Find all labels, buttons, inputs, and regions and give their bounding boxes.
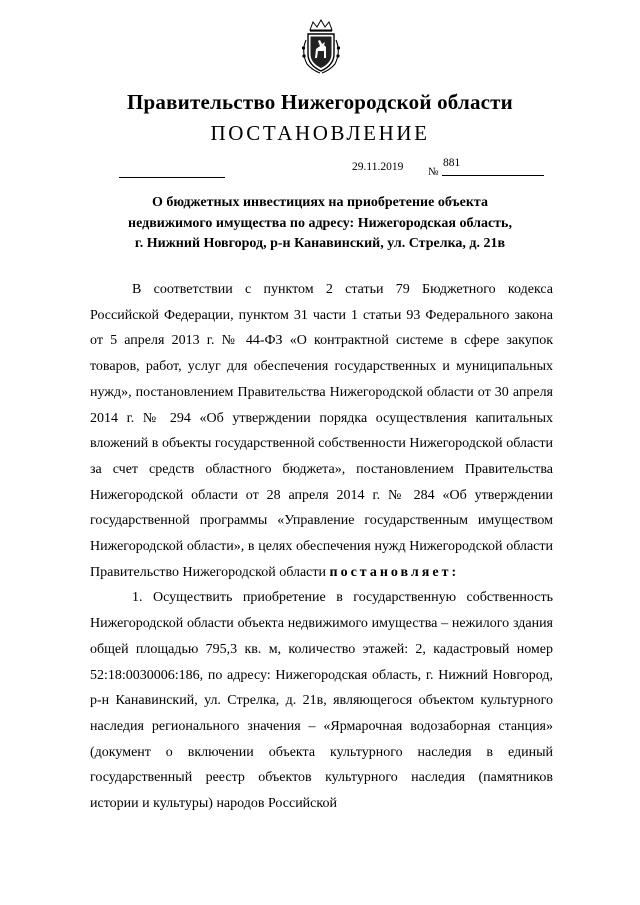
document-body <box>90 277 553 817</box>
subject-line: недвижимого имущества по адресу: Нижегородская область, <box>128 215 512 231</box>
coat-of-arms-icon <box>298 18 344 74</box>
resolves-keyword: постановляет: <box>329 564 460 580</box>
number-sign: № <box>428 166 439 178</box>
document-subject <box>90 193 550 255</box>
preamble-paragraph <box>90 277 553 585</box>
document-type: ПОСТАНОВЛЕНИЕ <box>210 121 430 145</box>
subject-line: г. Нижний Новгород, р-н Канавинский, ул. Стрелка, д. 21в <box>134 236 506 251</box>
document-number: 881 <box>443 157 461 169</box>
signature-line <box>119 177 225 178</box>
number-underline <box>442 175 544 176</box>
subject-line: О бюджетных инвестициях на приобретение объекта <box>152 195 488 210</box>
government-title: Правительство Нижегородской области <box>127 90 513 114</box>
document-date: 29.11.2019 <box>352 161 404 173</box>
clause-1-paragraph: 1. Осуществить приобретение в государственную собственность Нижегородской области объекта недвижимого имущества – нежилого здания общей площадью 795,3 кв. м, количество этажей: 2, кадастровый номер 52:18:0030006:186, по адресу: Нижегородская область, г. Нижний Новгород, р-н Канавинский, ул. Стрелка, д. 21в, являющегося объектом культурного наследия регионального значения – «Ярмарочная водозаборная станция» (документ о включении объекта культурного наследия в единый государственный реестр объектов культурного наследия (памятников истории и культуры) народов Российской <box>90 590 553 812</box>
preamble-text: В соответствии с пунктом 2 статьи 79 Бюджетного кодекса Российской Федерации, пунктом 31 части 1 статьи 93 Федерального закона от 5 апреля 2013 г. № 44-ФЗ «О контрактной системе в сфере закупок товаров, работ, услуг для обеспечения государственных и муниципальных нужд», постановлением Правительства Нижегородской области от 30 апреля 2014 г. № 294 «Об утверждении порядка осуществления капитальных вложений в объекты государственной собственности Нижегородской области за счет средств областного бюджета», постановлением Правительства Нижегородской области от 28 апреля 2014 г. № 284 «Об утверждении государственной программы «Управление государственным имуществом Нижегородской области», в целях обеспечения нужд Нижегородской области Правительство Нижегородской области <box>90 282 553 580</box>
